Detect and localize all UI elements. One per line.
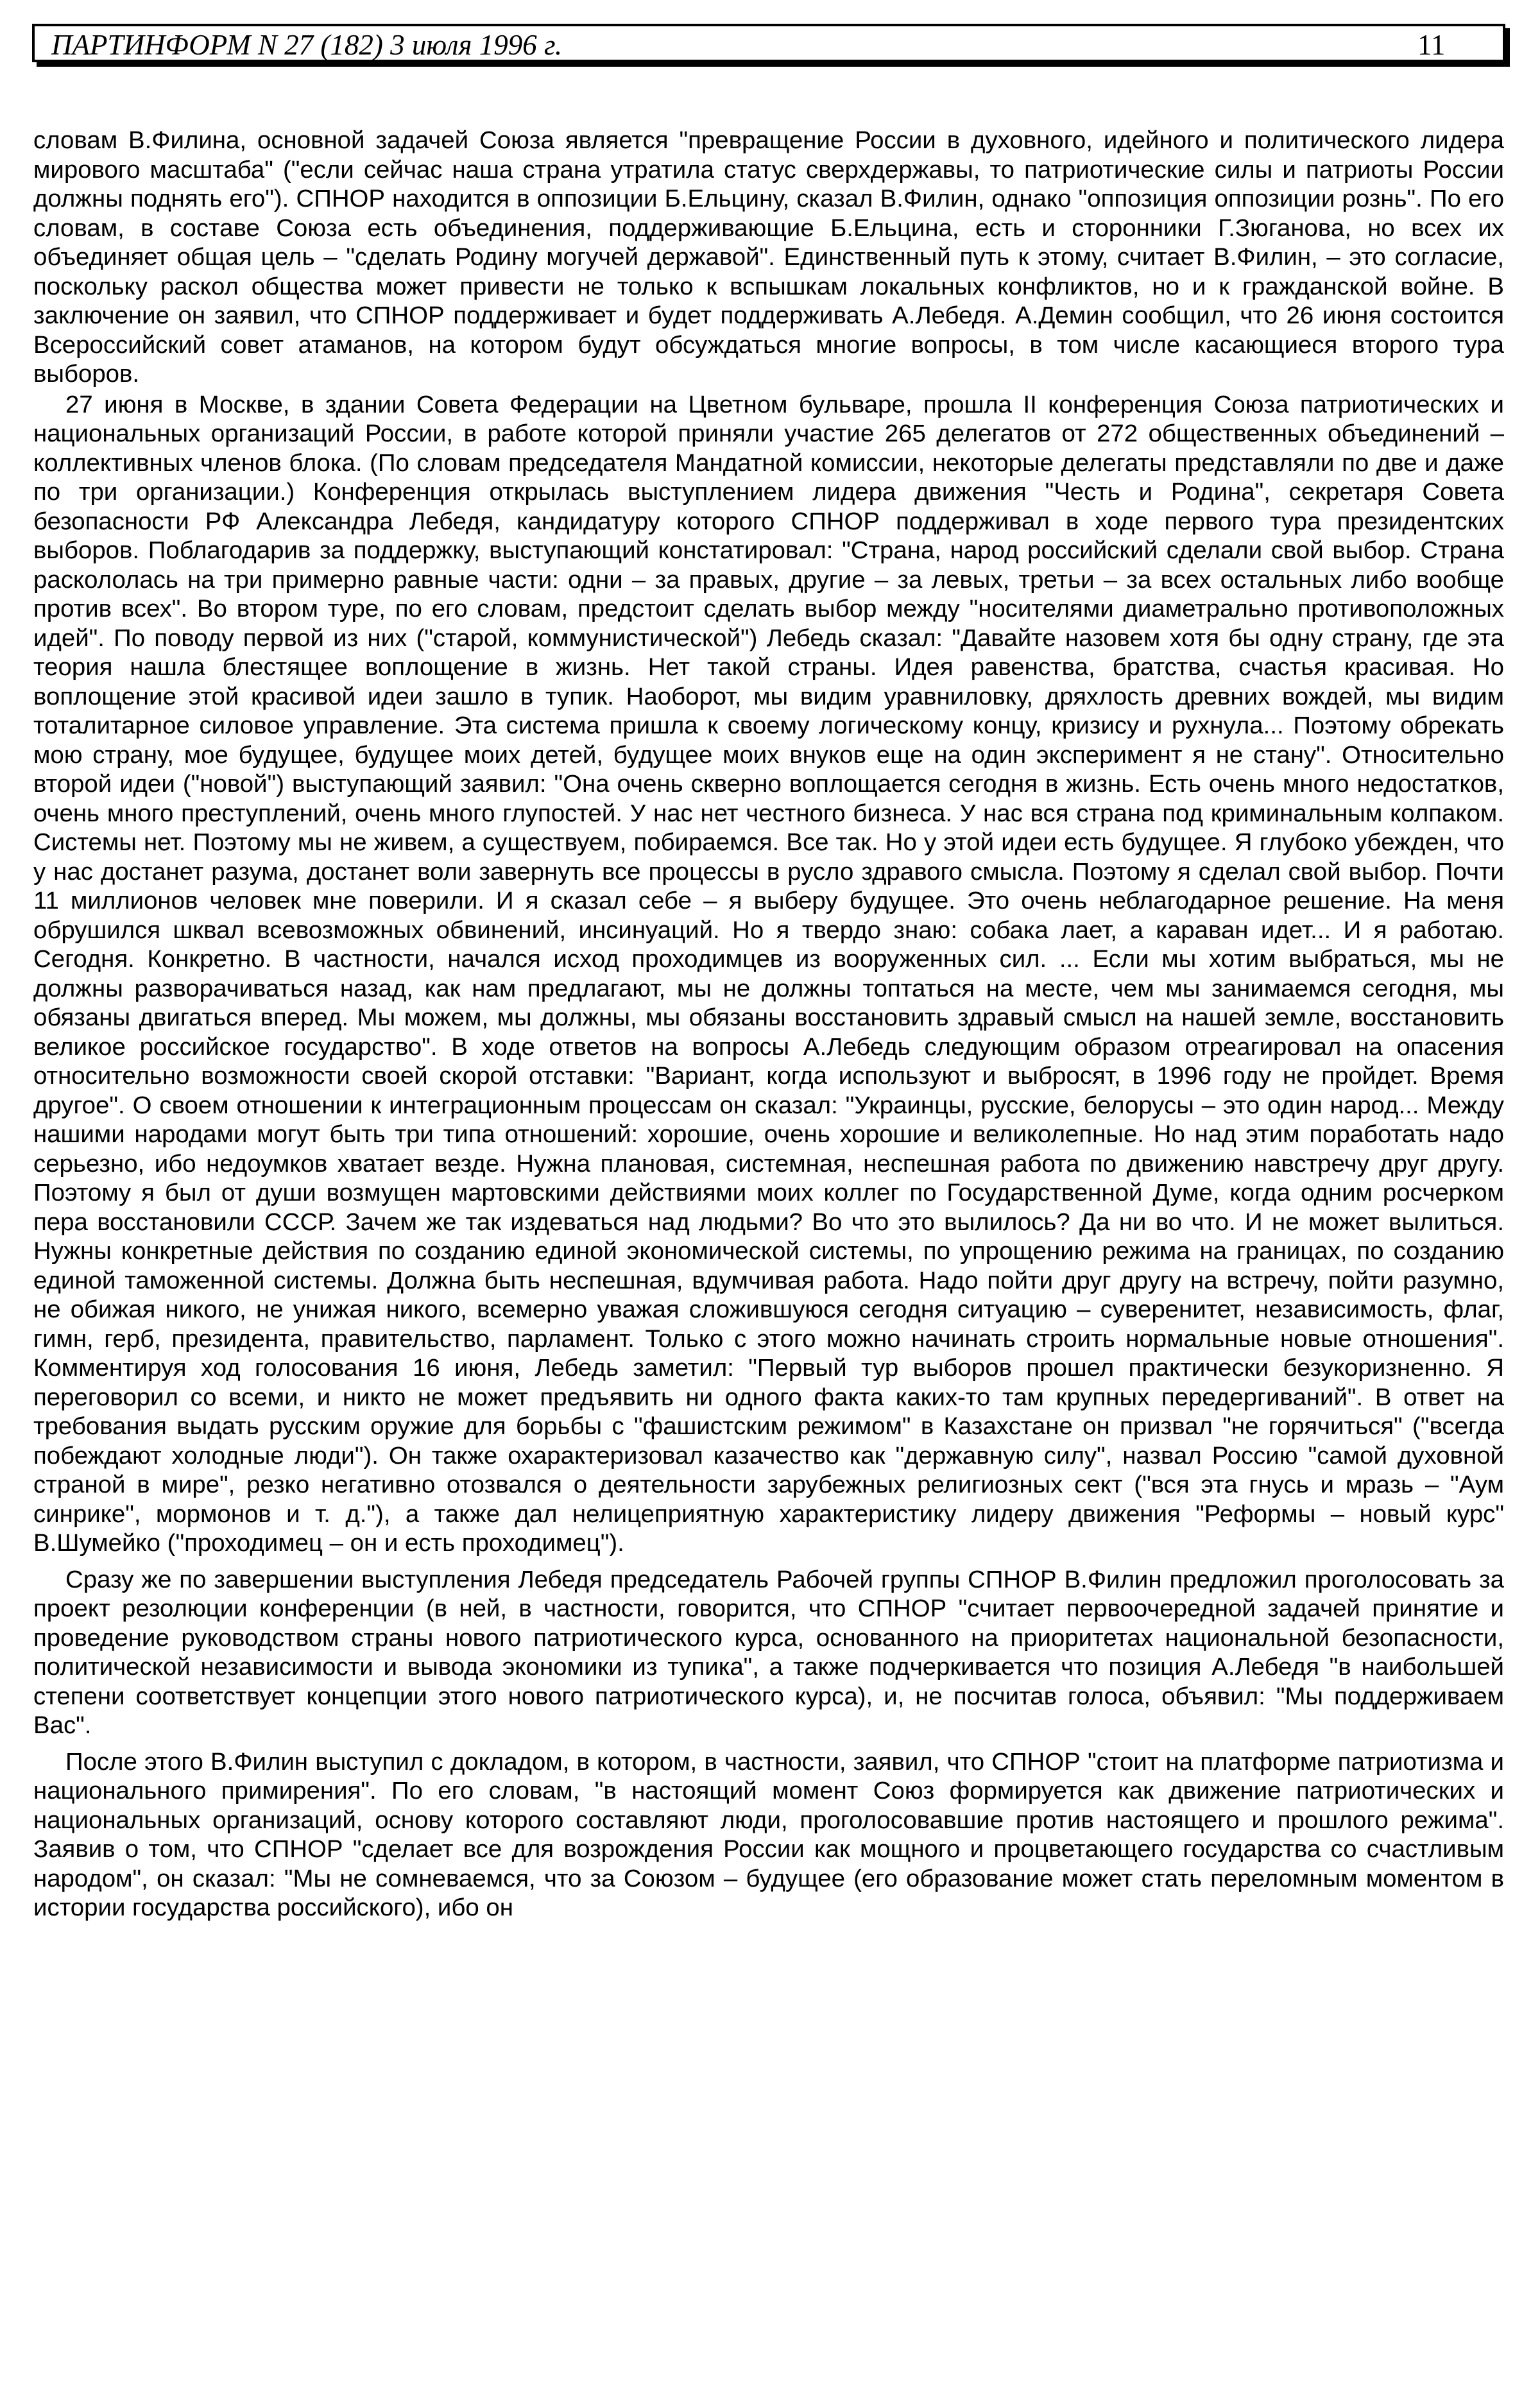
page-number: 11 xyxy=(1417,29,1446,61)
article-paragraph-resolution-vote: Сразу же по завершении выступления Лебедя председатель Рабочей группы СПНОР В.Филин предложил проголосовать за проект резолюции конференции (в ней, в частности, говорится, что СПНОР "считает первоочередной задачей принятие и проведение руководством страны нового патриотического курса, основанного на приоритетах национальной безопасности, политической независимости и вывода экономики из тупика", а также подчеркивается что позиция А.Лебедя "в наибольшей степени соответствует концепции этого нового патриотического курса), и, не посчитав голоса, объявил: "Мы поддерживаем Вас". xyxy=(33,1565,1504,1739)
page-header xyxy=(32,24,1505,62)
article-paragraph-conference: 27 июня в Москве, в здании Совета Федерации на Цветном бульваре, прошла II конференция Союза патриотических и национальных организаций России, в работе которой приняли участие 265 делегатов от 272 общественных объединений – коллективных членов блока. (По словам председателя Мандатной комиссии, некоторые делегаты представляли по две и даже по три организации.) Конференция открылась выступлением лидера движения "Честь и Родина", секретаря Совета безопасности РФ Александра Лебедя, кандидатуру которого СПНОР поддерживал в ходе первого тура президентских выборов. Поблагодарив за поддержку, выступающий констатировал: "Страна, народ российский сделали свой выбор. Страна раскололась на три примерно равные части: одни – за правых, другие – за левых, третьи – за всех остальных либо вообще против всех". Во втором туре, по его словам, предстоит сделать выбор между "носителями диаметрально противоположных идей". По поводу первой из них ("старой, коммунистической") Лебедь сказал: "Давайте назовем хотя бы одну страну, где эта теория нашла блестящее воплощение в жизнь. Нет такой страны. Идея равенства, братства, счастья красивая. Но воплощение этой красивой идеи зашло в тупик. Наоборот, мы видим уравниловку, дряхлость древних вождей, мы видим тоталитарное силовое управление. Эта система пришла к своему логическому концу, кризису и рухнула... Поэтому обрекать мою страну, мое будущее, будущее моих детей, будущее моих внуков еще на один эксперимент я не стану". Относительно второй идеи ("новой") выступающий заявил: "Она очень скверно воплощается сегодня в жизнь. Есть очень много недостатков, очень много преступлений, очень много глупостей. У нас нет честного бизнеса. У нас вся страна под криминальным колпаком. Системы нет. Поэтому мы не живем, а существуем, побираемся. Все так. Но у этой идеи есть будущее. Я глубоко убежден, что у нас достанет разума, достанет воли завернуть все процессы в русло здравого смысла. Поэтому я сделал свой выбор. Почти 11 миллионов человек мне поверили. И я сказал себе – я выберу будущее. Это очень неблагодарное решение. На меня обрушился шквал всевозможных обвинений, инсинуаций. Но я твердо знаю: собака лает, а караван идет... И я работаю. Сегодня. Конкретно. В частности, начался исход проходимцев из вооруженных сил. ... Если мы хотим выбраться, мы не должны разворачиваться назад, как нам предлагают, мы не должны топтаться на месте, чем мы занимаемся сегодня, мы обязаны двигаться вперед. Мы можем, мы должны, мы обязаны восстановить здравый смысл на нашей земле, восстановить великое российское государство". В ходе ответов на вопросы А.Лебедь следующим образом отреагировал на опасения относительно возможности своей скорой отставки: "Вариант, когда используют и выбросят, в 1996 году не пройдет. Время другое". О своем отношении к интеграционным процессам он сказал: "Украинцы, русские, белорусы – это один народ... Между нашими народами могут быть три типа отношений: хорошие, очень хорошие и великолепные. Но над этим поработать надо серьезно, ибо недоумков хватает везде. Нужна плановая, системная, неспешная работа по движению навстречу друг другу. Поэтому я был от души возмущен мартовскими действиями моих коллег по Государственной Думе, когда одним росчерком пера восстановили СССР. Зачем же так издеваться над людьми? Во что это вылилось? Да ни во что. И не может вылиться. Нужны конкретные действия по созданию единой экономической системы, по упрощению режима на границах, по созданию единой таможенной системы. Должна быть неспешная, вдумчивая работа. Надо пойти друг другу на встречу, пойти разумно, не обижая никого, не унижая никого, всемерно уважая сложившуюся сегодня ситуацию – суверенитет, независимость, флаг, гимн, герб, президента, правительство, парламент. Только с этого можно начинать строить нормальные новые отношения". Комментируя ход голосования 16 июня, Лебедь заметил: "Первый тур выборов прошел практически безукоризненно. Я переговорил со всеми, и никто не может предъявить ни одного факта каких-то там крупных передергиваний". В ответ на требования выдать русским оружие для борьбы с "фашистским режимом" в Казахстане он призвал "не горячиться" ("всегда побеждают холодные люди"). Он также охарактеризовал казачество как "державную силу", назвал Россию "самой духовной страной в мире", резко негативно отозвался о деятельности зарубежных религиозных сект ("вся эта гнусь и мразь – "Аум синрике", мормонов и т. д."), а также дал нелицеприятную характеристику лидеру движения "Реформы – новый курс" В.Шумейко ("проходимец – он и есть проходимец"). xyxy=(33,390,1504,1557)
article-body xyxy=(33,126,1504,1923)
article-paragraph-filin-report: После этого В.Филин выступил с докладом, в котором, в частности, заявил, что СПНОР "стоит на платформе патриотизма и национального примирения". По его словам, "в настоящий момент Союз формируется как движение патриотических и национальных организаций, основу которого составляют люди, проголосовавшие против настоящего и прошлого режима". Заявив о том, что СПНОР "сделает все для возрождения России как мощного и процветающего государства со счастливым народом", он сказал: "Мы не сомневаемся, что за Союзом – будущее (его образование может стать переломным моментом в истории государства российского), ибо он xyxy=(33,1747,1504,1921)
publication-title: ПАРТИНФОРМ N 27 (182) 3 июля 1996 г. xyxy=(51,29,563,61)
article-paragraph-intro: словам В.Филина, основной задачей Союза является "превращение России в духовного, идейного и политического лидера мирового масштаба" ("если сейчас наша страна утратила статус сверхдержавы, то патриотические силы и патриоты России должны поднять его"). СПНОР находится в оппозиции Б.Ельцину, сказал В.Филин, однако "оппозиция оппозиции рознь". По его словам, в составе Союза есть объединения, поддерживающие Б.Ельцина, есть и сторонники Г.Зюганова, но всех их объединяет общая цель – "сделать Родину могучей державой". Единственный путь к этому, считает В.Филин, – это согласие, поскольку раскол общества может привести не только к вспышкам локальных конфликтов, но и к гражданской войне. В заключение он заявил, что СПНОР поддерживает и будет поддерживать А.Лебедя. А.Демин сообщил, что 26 июня состоится Всероссийский совет атаманов, на котором будут обсуждаться многие вопросы, в том числе касающиеся второго тура выборов. xyxy=(33,126,1504,388)
